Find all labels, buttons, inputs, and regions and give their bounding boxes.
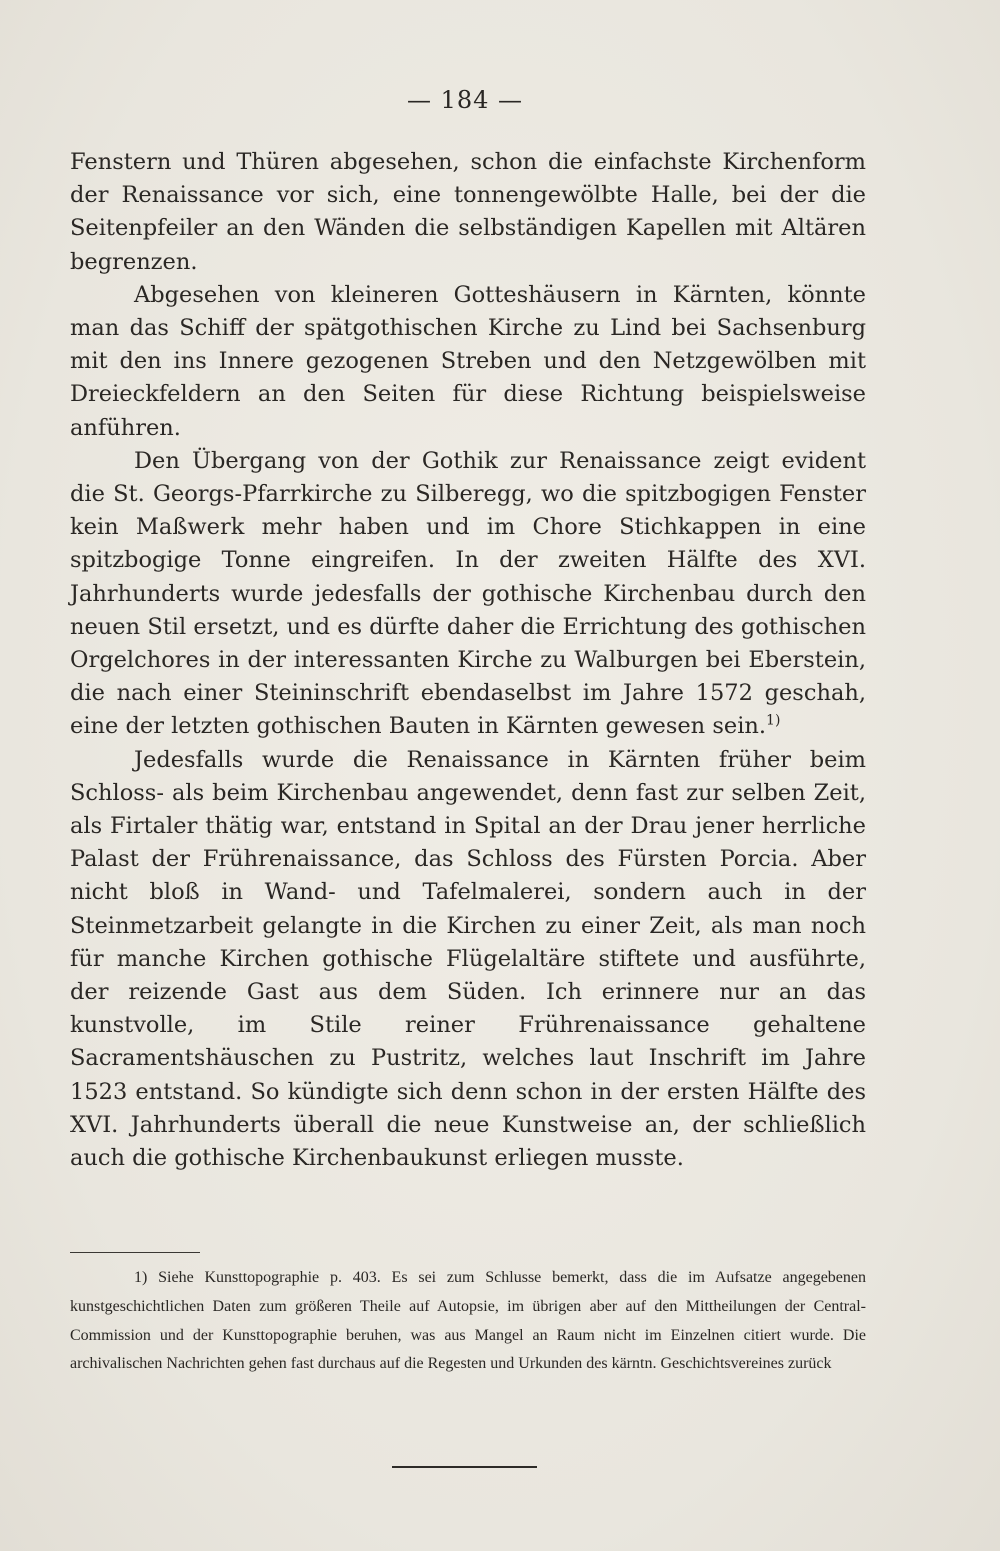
- paragraph-4: Jedesfalls wurde die Renaissance in Kärnten früher beim Schloss- als beim Kirchenbau angewendet, denn fast zur selben Zeit, als Firtaler thätig war, entstand in Spital an der Drau jener herrliche Palast der Frührenaissance, das Schloss des Fürsten Porcia. Aber nicht bloß in Wand- und Tafelmalerei, sondern auch in der Steinmetzarbeit gelangte in die Kirchen zu einer Zeit, als man noch für manche Kirchen gothische Flügelaltäre stiftete und ausführte, der reizende Gast aus dem Süden. Ich erinnere nur an das kunstvolle, im Stile reiner Frührenaissance gehaltene Sacramentshäuschen zu Pustritz, welches laut Inschrift im Jahre 1523 entstand. So kündigte sich denn schon in der ersten Hälfte des XVI. Jahrhunderts überall die neue Kunstweise an, der schließlich auch die gothische Kirchenbaukunst erliegen musste.: [70, 746, 866, 1172]
- footnote-reference[interactable]: 1): [766, 712, 781, 729]
- page-number: — 184 —: [406, 86, 524, 114]
- paragraph-3-text: Den Übergang von der Gothik zur Renaissance zeigt evident die St. Georgs-Pfarrkirche zu Silberegg, wo die spitzbogigen Fenster kein Maßwerk mehr haben und im Chore Stichkappen in eine spitzbogige Tonne eingreifen. In der zweiten Hälfte des XVI. Jahrhunderts wurde jedesfalls der gothische Kirchenbau durch den neuen Stil ersetzt, und es dürfte daher die Errichtung des gothischen Orgelchores in der interessanten Kirche zu Walburgen bei Eberstein, die nach einer Steininschrift ebendaselbst im Jahre 1572 geschah, eine der letzten gothischen Bauten in Kärnten gewesen sein.: [70, 447, 866, 740]
- footnote: [70, 1264, 866, 1379]
- footnote-marker: 1): [134, 1269, 148, 1286]
- end-rule: [392, 1466, 537, 1468]
- footnote-text: Siehe Kunsttopographie p. 403. Es sei zum Schlusse bemerkt, dass die im Aufsatze angegebenen kunstgeschichtlichen Daten zum größeren Theile auf Autopsie, im übrigen aber auf den Mittheilungen der Central-Commission und der Kunsttopographie beruhen, was aus Mangel an Raum nicht im Einzelnen citiert wurde. Die archivalischen Nachrichten gehen fast durchaus auf die Regesten und Urkunden des kärntn. Geschichtsvereines zurück: [70, 1269, 867, 1373]
- paragraph-1: Fenstern und Thüren abgesehen, schon die einfachste Kirchenform der Renaissance vor sich, eine tonnengewölbte Halle, bei der die Seitenpfeiler an den Wänden die selbständigen Kapellen mit Altären begrenzen.: [70, 149, 866, 275]
- body-text: [70, 146, 866, 1175]
- paragraph-3: [70, 445, 866, 744]
- footnote-separator: [70, 1252, 200, 1253]
- paragraph-2: Abgesehen von kleineren Gotteshäusern in Kärnten, könnte man das Schiff der spätgothischen Kirche zu Lind bei Sachsenburg mit den ins Innere gezogenen Streben und den Netzgewölben mit Dreieckfeldern an den Seiten für diese Richtung beispielsweise anführen.: [70, 281, 866, 441]
